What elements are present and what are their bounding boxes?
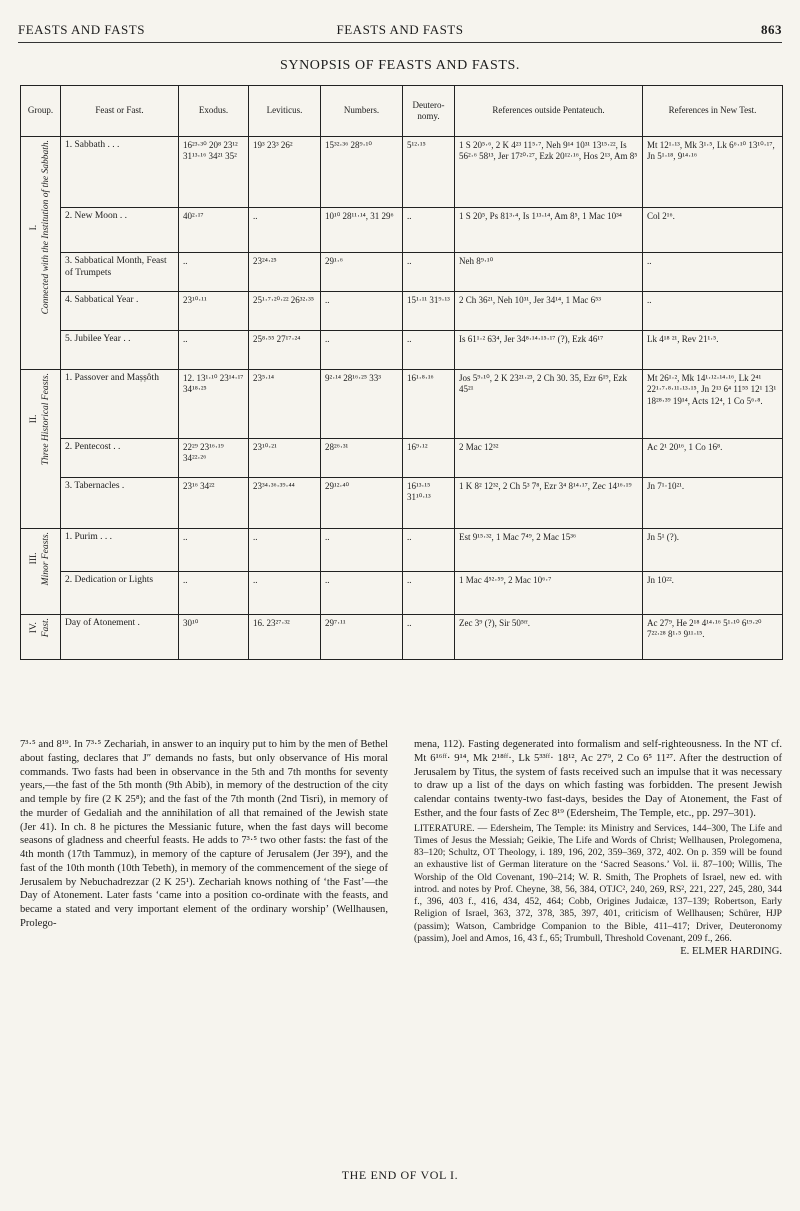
numbers-ref: 10¹⁰ 28¹¹·¹⁴, 31 29⁶ (321, 208, 403, 253)
nt-ref: Lk 4¹⁸ ²¹, Rev 21¹·⁵. (643, 331, 783, 370)
numbers-ref: .. (321, 331, 403, 370)
table-header-row (21, 86, 783, 137)
header-refs-outside: References outside Pentateuch. (455, 86, 643, 137)
numbers-ref: 29¹²·⁴⁰ (321, 478, 403, 529)
nt-ref: Ac 2¹ 20¹⁶, 1 Co 16⁸. (643, 439, 783, 478)
outside-ref: 2 Mac 12³² (455, 439, 643, 478)
table-row (21, 292, 783, 331)
group-label-3: III. Minor Feasts. (28, 532, 51, 586)
numbers-ref: 9²·¹⁴ 28¹⁶·²⁵ 33³ (321, 370, 403, 439)
running-head-center: FEASTS AND FASTS (336, 22, 464, 37)
nt-ref: Col 2¹⁶. (643, 208, 783, 253)
leviticus-ref: .. (249, 208, 321, 253)
exodus-ref: .. (179, 331, 249, 370)
exodus-ref: .. (179, 529, 249, 572)
outside-ref: 1 Mac 4⁵²·⁵⁹, 2 Mac 10⁶·⁷ (455, 572, 643, 615)
nt-ref: Mt 26¹·², Mk 14¹·¹²·¹⁴·¹⁶, Lk 2⁴¹ 22¹·⁷·⁸·¹¹·¹³·¹⁵, Jn 2¹³ 6⁴ 11⁵⁵ 12¹ 13¹ 18²⁸·³⁹ 19¹⁴, Acts 12⁴, 1 Co 5⁶·⁸. (643, 370, 783, 439)
deuteronomy-ref: .. (403, 529, 455, 572)
numbers-ref: 29¹·⁶ (321, 253, 403, 292)
feast-name: 2. Dedication or Lights (61, 572, 179, 615)
table-row (21, 572, 783, 615)
outside-ref: 2 Ch 36²¹, Neh 10³¹, Jer 34¹⁴, 1 Mac 6⁵³ (455, 292, 643, 331)
outside-ref: Is 61¹·² 63⁴, Jer 34⁸·¹⁴·¹⁵·¹⁷ (?), Ezk 46¹⁷ (455, 331, 643, 370)
leviticus-ref: 23¹⁰·²¹ (249, 439, 321, 478)
header-deuteronomy: Deutero-nomy. (403, 86, 455, 137)
feast-name: 2. New Moon . . (61, 208, 179, 253)
literature-paragraph: LITERATURE. — Edersheim, The Temple: its Ministry and Services, 144–300, The Life and Times of Jesus the Messiah; Geikie, The Life and Words of Christ; Wellhausen, Prolegomena, 83–120; Schultz, OT Theology, i. 189, 196, 202, 359–369, 372, 402. On p. 359 will be found an exhaustive list of German literature on the ‘Sacred Seasons.’ Vol. ii. 87–100; Willis, The Worship of the Old Covenant, 190–214; W. R. Smith, The Prophets of Israel, new ed. with introd. and notes by Prof. Cheyne, 38, 56, 384, OTJC², 240, 269, RS², 221, 227, 245, 280, 344 f., 396, 403 f., 416, 434, 452, 464; Cobb, Origines Judaicæ, 137–139; Robertson, Early Religion of Israel, 363, 372, 378, 385, 397, 401, criticism of Wellhausen; Schürer, HJP (passim); Watson, Cambridge Companion to the Bible, 411–417; Driver, Deuteronomy (passim), Joel and Amos, 16, 43 f., 65; Trumbull, Threshold Covenant, 209 f., 266. (414, 822, 782, 944)
leviticus-ref: 23³⁴·³⁶·³⁹·⁴⁴ (249, 478, 321, 529)
synopsis-table (20, 85, 783, 660)
deuteronomy-ref: 5¹²·¹⁵ (403, 137, 455, 208)
group-label-2: II. Three Historical Feasts. (28, 373, 51, 466)
table-row (21, 208, 783, 253)
numbers-ref: 15³²·³⁶ 28⁹·¹⁰ (321, 137, 403, 208)
feast-name: 1. Passover and Maṣṣôth (61, 370, 179, 439)
exodus-ref: 23¹⁰·¹¹ (179, 292, 249, 331)
feast-name: 4. Sabbatical Year . (61, 292, 179, 331)
numbers-ref: 29⁷·¹¹ (321, 615, 403, 660)
table-row (21, 478, 783, 529)
table-row (21, 253, 783, 292)
right-column (414, 738, 782, 959)
outside-ref: Est 9¹⁵·³², 1 Mac 7⁴⁹, 2 Mac 15³⁶ (455, 529, 643, 572)
group-cell-1 (21, 137, 61, 370)
outside-ref: 1 S 20⁵, Ps 81³·⁴, Is 1¹³·¹⁴, Am 8⁵, 1 Mac 10³⁴ (455, 208, 643, 253)
deuteronomy-ref: .. (403, 572, 455, 615)
author-signature: E. ELMER HARDING. (680, 946, 782, 958)
leviticus-ref: 16. 23²⁷·³² (249, 615, 321, 660)
feast-name: 5. Jubilee Year . . (61, 331, 179, 370)
header-leviticus: Leviticus. (249, 86, 321, 137)
table-row (21, 331, 783, 370)
deuteronomy-ref: 16¹·⁸·¹⁶ (403, 370, 455, 439)
paragraph: 7³·⁵ and 8¹⁹. In 7³·⁵ Zechariah, in answer to an inquiry put to him by the men of Bethel about fasting, declares that J″ demands no fasts, but only observance of His moral commands. Two fasts had been in observance in the 5th and 7th months for seventy years,—the fast of the 5th month (9th Abib), in memory of the destruction of the city and temple by fire (2 K 25⁸); and the fast of the 7th month (2nd Tisri), in memory of the murder of Gedaliah and the annihilation of all that remained of the Jewish state (Jer 41). In ch. 8 he pictures the Messianic future, when the fast days will become seasons of gladness and cheerful feasts. He adds to 7³·⁵ two other fasts: the fast of the 4th month (17th Tammuz), in memory of the capture of Jerusalem (Jer 39²), and the fast of the 10th month (10th Tebeth), in memory of the commencement of the siege of Jerusalem by Nebuchadrezzar (2 K 25¹). Zechariah knows nothing of ‘the Fast’—the Day of Atonement. Later fasts ‘came into a position co-ordinate with the feasts, and became a stated and very important element of the ordinary worship’ (Wellhausen, Prolego- (20, 739, 388, 929)
nt-ref: Jn 7¹·10²¹. (643, 478, 783, 529)
exodus-ref: 12. 13¹·¹⁰ 23¹⁴·¹⁷ 34¹⁸·²⁵ (179, 370, 249, 439)
paragraph: mena, 112). Fasting degenerated into formalism and self-righteousness. In the NT cf. Mt 6¹⁶ᶠᶠ· 9¹⁴, Mk 2¹⁸ᶠᶠ·, Lk 5³³ᶠᶠ· 18¹², Ac 27⁹, 2 Co 6⁵ 11²⁷. After the destruction of Jerusalem by Titus, the system of fasts received such an impulse that it was necessary to draw up a list of the days on which fasting was forbidden. The present Jewish calendar contains twenty-two fast-days, besides the Day of Atonement, the Fast of Esther, and the four fasts of Zec 8¹⁹ (Edersheim, The Temple, etc., pp. 297–301). (414, 739, 782, 819)
leviticus-ref: 25¹·⁷·²⁰·²² 26³²·³⁵ (249, 292, 321, 331)
outside-ref: 1 S 20⁵·⁶, 2 K 4²³ 11⁵·⁷, Neh 9¹⁴ 10³¹ 13¹⁵·²², Is 56²·⁶ 58¹³, Jer 17²⁰·²⁷, Ezk 20¹²·¹⁶, Hos 2¹³, Am 8⁵ (455, 137, 643, 208)
numbers-ref: 28²⁶·³¹ (321, 439, 403, 478)
numbers-ref: .. (321, 292, 403, 331)
nt-ref: Jn 5¹ (?). (643, 529, 783, 572)
exodus-ref: 22²⁹ 23¹⁶·¹⁹ 34²²·²⁶ (179, 439, 249, 478)
table-row (21, 615, 783, 660)
leviticus-ref: 23²⁴·²⁵ (249, 253, 321, 292)
exodus-ref: 16²³·³⁰ 20⁸ 23¹² 31¹³·¹⁶ 34²¹ 35² (179, 137, 249, 208)
deuteronomy-ref: 16⁹·¹² (403, 439, 455, 478)
group-label-4: IV. Fast. (28, 618, 51, 638)
feast-name: 1. Purim . . . (61, 529, 179, 572)
feast-name: 2. Pentecost . . (61, 439, 179, 478)
outside-ref: 1 K 8² 12³², 2 Ch 5³ 7⁸, Ezr 3⁴ 8¹⁴·¹⁷, Zec 14¹⁶·¹⁹ (455, 478, 643, 529)
deuteronomy-ref: .. (403, 253, 455, 292)
deuteronomy-ref: 16¹³·¹⁵ 31¹⁰·¹³ (403, 478, 455, 529)
exodus-ref: .. (179, 253, 249, 292)
table-row (21, 137, 783, 208)
feast-name: 1. Sabbath . . . (61, 137, 179, 208)
header-group: Group. (21, 86, 61, 137)
nt-ref: Jn 10²². (643, 572, 783, 615)
exodus-ref: 40²·¹⁷ (179, 208, 249, 253)
group-cell-2 (21, 370, 61, 529)
header-numbers: Numbers. (321, 86, 403, 137)
feast-name: 3. Sabbatical Month, Feast of Trumpets (61, 253, 179, 292)
nt-ref: .. (643, 292, 783, 331)
table-row (21, 529, 783, 572)
deuteronomy-ref: .. (403, 615, 455, 660)
header-refs-nt: References in New Test. (643, 86, 783, 137)
leviticus-ref: .. (249, 529, 321, 572)
outside-ref: Zec 3⁹ (?), Sir 50⁵ᶠᶠ. (455, 615, 643, 660)
feast-name: Day of Atonement . (61, 615, 179, 660)
exodus-ref: .. (179, 572, 249, 615)
leviticus-ref: .. (249, 572, 321, 615)
header-feast: Feast or Fast. (61, 86, 179, 137)
end-of-volume: THE END OF VOL I. (341, 1168, 459, 1182)
left-column (20, 738, 388, 931)
outside-ref: Jos 5⁹·¹⁰, 2 K 23²¹·²³, 2 Ch 30. 35, Ezr 6¹⁹, Ezk 45²¹ (455, 370, 643, 439)
feast-name: 3. Tabernacles . (61, 478, 179, 529)
running-head-left: FEASTS AND FASTS (18, 22, 145, 37)
exodus-ref: 23¹⁶ 34²² (179, 478, 249, 529)
numbers-ref: .. (321, 572, 403, 615)
outside-ref: Neh 8⁹·¹⁰ (455, 253, 643, 292)
nt-ref: Ac 27⁹, He 2¹⁸ 4¹⁴·¹⁶ 5¹·¹⁰ 6¹⁹·²⁰ 7²²·²⁸ 8¹·⁵ 9¹¹·¹⁵. (643, 615, 783, 660)
header-exodus: Exodus. (179, 86, 249, 137)
deuteronomy-ref: 15¹·¹¹ 31⁹·¹³ (403, 292, 455, 331)
page-number: 863 (761, 22, 782, 37)
nt-ref: Mt 12¹·¹³, Mk 3¹·⁵, Lk 6⁶·¹⁰ 13¹⁰·¹⁷, Jn 5¹·¹⁸, 9¹⁴·¹⁶ (643, 137, 783, 208)
leviticus-ref: 19³ 23³ 26² (249, 137, 321, 208)
table-row (21, 370, 783, 439)
article-body (20, 738, 782, 1158)
leviticus-ref: 23⁵·¹⁴ (249, 370, 321, 439)
synopsis-title: SYNOPSIS OF FEASTS AND FASTS. (279, 58, 521, 73)
header-rule (18, 42, 782, 43)
table-row (21, 439, 783, 478)
group-cell-4 (21, 615, 61, 660)
deuteronomy-ref: .. (403, 331, 455, 370)
deuteronomy-ref: .. (403, 208, 455, 253)
running-head (18, 22, 782, 42)
group-cell-3 (21, 529, 61, 615)
exodus-ref: 30¹⁰ (179, 615, 249, 660)
numbers-ref: .. (321, 529, 403, 572)
leviticus-ref: 25⁸·⁵⁵ 27¹⁷·²⁴ (249, 331, 321, 370)
nt-ref: .. (643, 253, 783, 292)
group-label-1: I. Connected with the Institution of the Sabbath. (28, 140, 51, 315)
